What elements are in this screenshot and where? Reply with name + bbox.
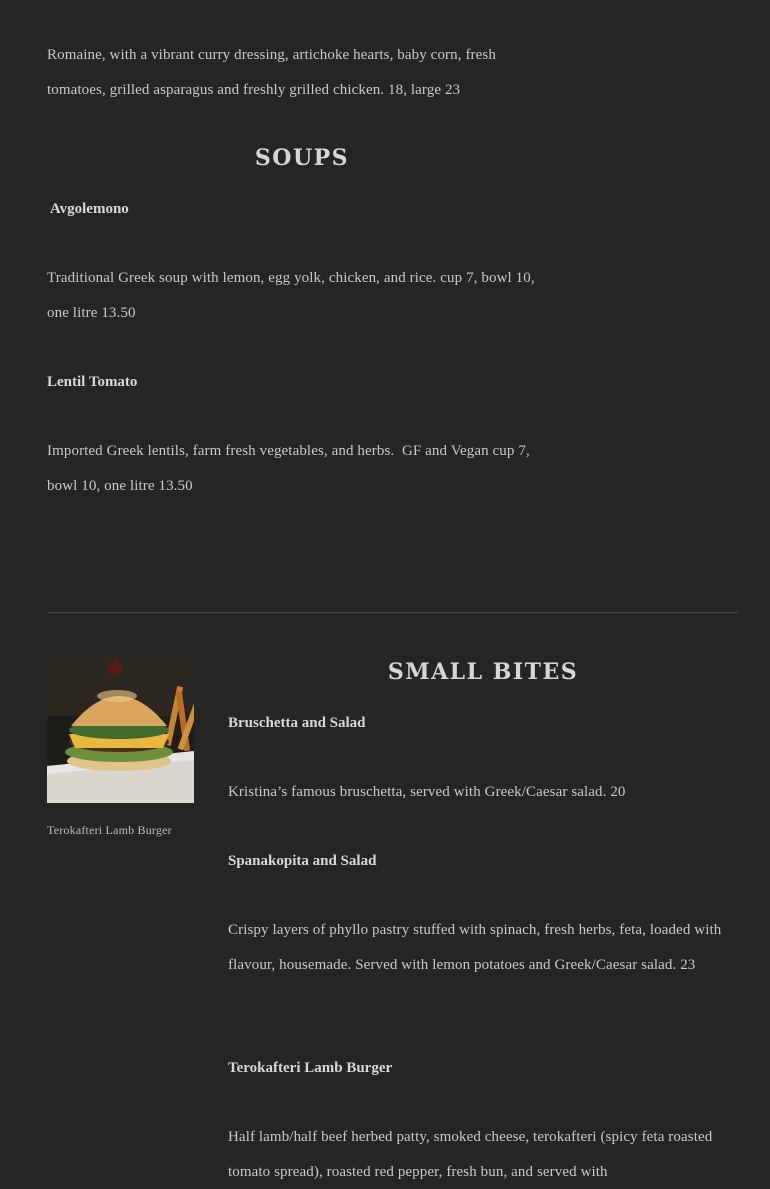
burger-photo[interactable] <box>47 656 194 803</box>
soups-heading: SOUPS <box>254 145 350 171</box>
menu-item-desc-bruschetta: Kristina’s famous bruschetta, served with Greek/Caesar salad. 20 <box>228 784 626 800</box>
small-bites-heading: SMALL BITES <box>387 659 579 685</box>
section-divider <box>47 612 738 613</box>
menu-item-name-avgolemono: Avgolemono <box>47 201 129 217</box>
menu-item-desc-lentil-tomato: Imported Greek lentils, farm fresh vegetables, and herbs. GF and Vegan cup 7, bowl 10, one litre 13.50 <box>47 443 534 494</box>
menu-item-desc-lamb-burger: Half lamb/half beef herbed patty, smoked cheese, terokafteri (spicy feta roasted tomato spread), roasted red pepper, fresh bun, and served with <box>228 1129 713 1180</box>
photo-caption: Terokafteri Lamb Burger <box>47 823 172 837</box>
menu-item-name-bruschetta: Bruschetta and Salad <box>228 715 366 731</box>
salad-description: Romaine, with a vibrant curry dressing, artichoke hearts, baby corn, fresh tomatoes, grilled asparagus and freshly grilled chicken. 18, large 23 <box>47 47 496 98</box>
menu-item-desc-spanakopita: Crispy layers of phyllo pastry stuffed with spinach, fresh herbs, feta, loaded with flavour, housemade. Served with lemon potatoes and Greek/Caesar salad. 23 <box>228 922 722 973</box>
menu-item-name-lentil-tomato: Lentil Tomato <box>47 374 138 390</box>
burger-illustration <box>47 656 194 803</box>
menu-item-desc-avgolemono: Traditional Greek soup with lemon, egg yolk, chicken, and rice. cup 7, bowl 10, one litre 13.50 <box>47 270 535 321</box>
menu-item-name-lamb-burger: Terokafteri Lamb Burger <box>228 1060 393 1076</box>
menu-item-name-spanakopita: Spanakopita and Salad <box>228 853 377 869</box>
